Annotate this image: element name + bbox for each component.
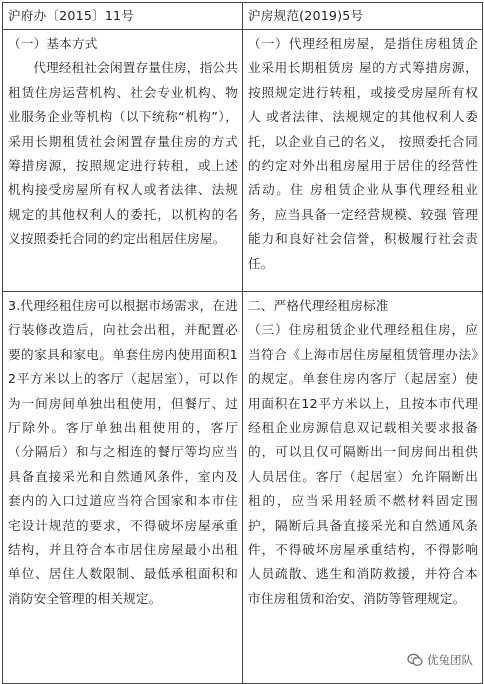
table-row <box>3 30 483 292</box>
row1-right-body: （一）代理经租房屋，是指住房租赁企业采用长期租赁房 屋的方式筹措房源，按照规定进行转租，或接受房屋所有权人 或者法律、法规规定的其他权利人委托，以企业自己的名义， 按照委托合同的约定对外出租房屋用于居住的经营性活动。住 房租赁企业从事代理经租业务，应当具备一定经营规模、较强 管理能力和良好社会信誉，积极履行社会责任。 <box>248 36 478 271</box>
row1-left-cell <box>3 30 243 292</box>
row2-left-cell <box>3 292 243 684</box>
header-left: 沪府办〔2015〕11号 <box>3 3 243 30</box>
row1-right-cell <box>243 30 483 292</box>
comparison-table <box>2 2 483 684</box>
wechat-icon <box>407 653 423 667</box>
header-right: 沪房规范(2019)5号 <box>243 3 483 30</box>
table-row <box>3 292 483 684</box>
row2-right-heading: 二、严格代理经租房标准 <box>248 298 389 313</box>
row1-left-heading: （一）基本方式 <box>8 36 98 51</box>
watermark-text: 优兔团队 <box>427 653 473 667</box>
watermark <box>404 651 476 669</box>
row1-left-body: 代理经租社会闲置存量住房，指公共租赁住房运营机构、社会专业机构、物业服务企业等机构（以下统称“机构”），采用长期租赁社会闲置存量住房的方式筹措房源，按照规定进行转租，或上述机构接受房屋所有权人或者法律、法规规定的其他权利人的委托，以机构的名义按照委托合同的约定出租居住房屋。 <box>8 60 238 247</box>
row2-right-cell <box>243 292 483 684</box>
row2-left-body: 3.代理经租住房可以根据市场需求，在进行装修改造后，向社会出租，并配置必要的家具和家电。单套住房内使用面积12平方米以上的客厅（起居室），可以作为一间房间单独出租使用，但餐厅、过厅除外。客厅单独出租使用的，客厅（分隔后）和与之相连的餐厅等均应当具备直接采光和自然通风条件，室内及套内的入口过道应当符合国家和本市住宅设计规范的要求，不得破坏房屋承重结构，并且符合本市居住房屋最小出租单位、居住人数限制、最低承租面积和消防安全管理的相关规定。 <box>8 298 238 606</box>
row2-right-body: （三）住房租赁企业代理经租住房，应当符合《上海市居住房屋租赁管理办法》的规定。单套住房内客厅（起居室）使用面积在12平方米以上，且按本市代理经租企业房源信息双记载相关要求报备的，可以且仅可隔断出一间房间出租供人员居住。客厅（起居室）允许隔断出租的，应当采用轻质不燃材料固定围护，隔断后具备直接采光和自然通风条件，不得破坏房屋承重结构，不得影响人员疏散、逃生和消防救援，并符合本市住房租赁和治安、消防等管理规定。 <box>248 322 478 606</box>
table-header-row <box>3 3 483 30</box>
